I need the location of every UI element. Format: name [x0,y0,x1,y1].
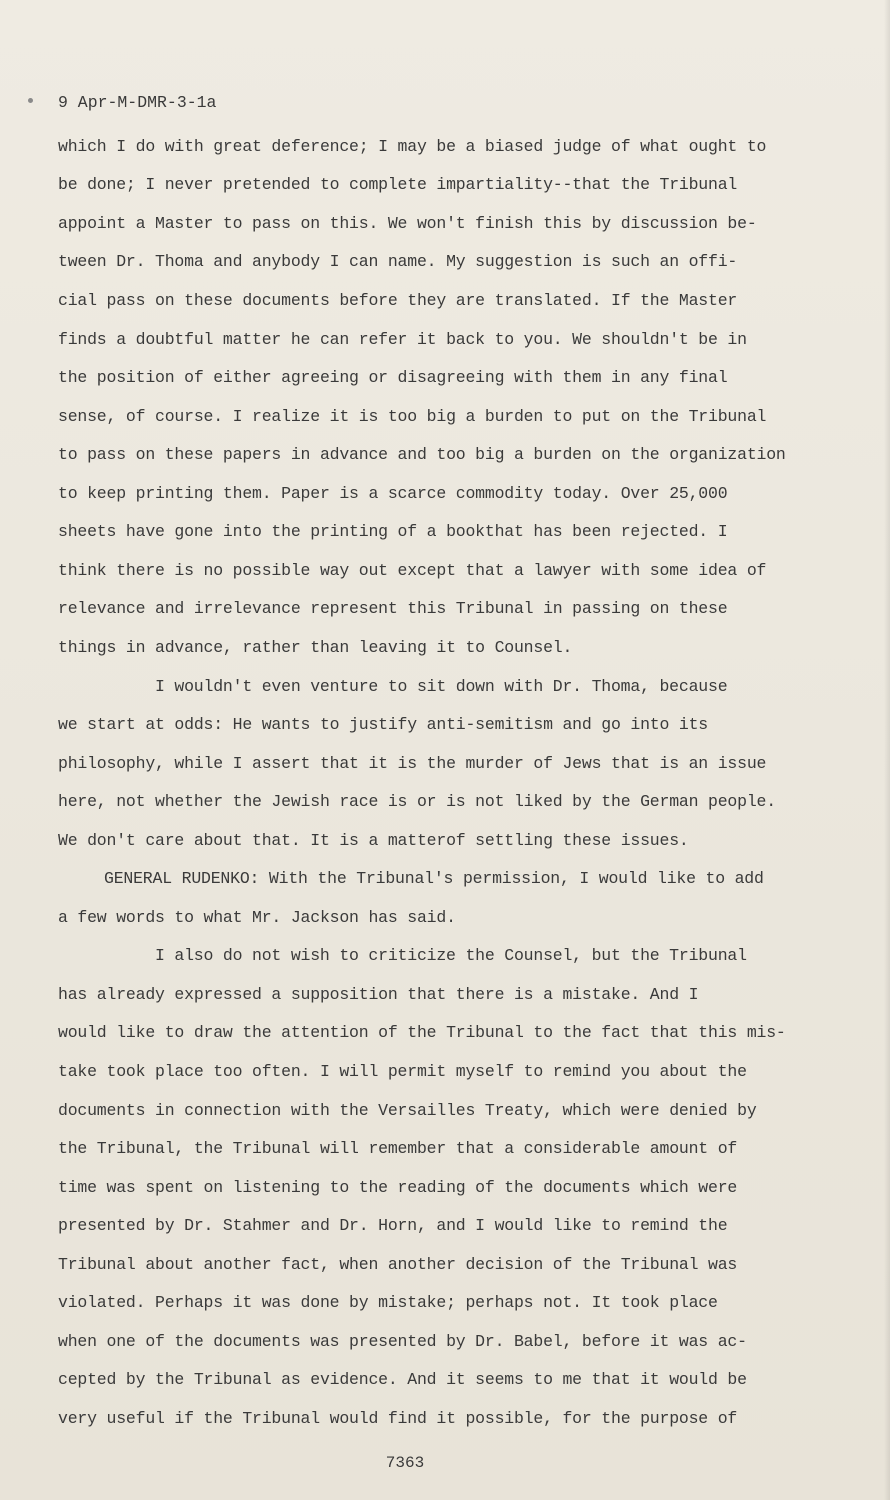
text-line: tween Dr. Thoma and anybody I can name. My suggestion is such an offi- [58,252,738,271]
text-line: take took place too often. I will permit myself to remind you about the [58,1062,747,1081]
text-line: appoint a Master to pass on this. We won't finish this by discussion be- [58,214,757,233]
text-line: very useful if the Tribunal would find it possible, for the purpose of [58,1409,738,1428]
text-line: the position of either agreeing or disagreeing with them in any final [58,368,728,387]
text-line: presented by Dr. Stahmer and Dr. Horn, and I would like to remind the [58,1216,728,1235]
text-line: the Tribunal, the Tribunal will remember that a considerable amount of [58,1139,738,1158]
text-line: I also do not wish to criticize the Counsel, but the Tribunal [155,946,747,965]
document-reference: 9 Apr-M-DMR-3-1a [58,93,217,112]
speaker-line: GENERAL RUDENKO: With the Tribunal's permission, I would like to add [104,869,764,888]
page-edge-shadow [884,0,890,1500]
text-line: violated. Perhaps it was done by mistake; perhaps not. It took place [58,1293,718,1312]
text-line: cepted by the Tribunal as evidence. And it seems to me that it would be [58,1370,747,1389]
text-line: to keep printing them. Paper is a scarce commodity today. Over 25,000 [58,484,728,503]
text-line: cial pass on these documents before they are translated. If the Master [58,291,738,310]
text-line: Tribunal about another fact, when another decision of the Tribunal was [58,1255,738,1274]
text-line: would like to draw the attention of the Tribunal to the fact that this mis- [58,1023,786,1042]
text-line: be done; I never pretended to complete impartiality--that the Tribunal [58,175,738,194]
text-line: which I do with great deference; I may be a biased judge of what ought to [58,137,767,156]
text-line: to pass on these papers in advance and too big a burden on the organization [58,445,786,464]
text-line: philosophy, while I assert that it is the murder of Jews that is an issue [58,754,767,773]
text-line: things in advance, rather than leaving it to Counsel. [58,638,573,657]
text-line: a few words to what Mr. Jackson has said. [58,908,456,927]
text-line: we start at odds: He wants to justify anti-semitism and go into its [58,715,709,734]
margin-mark [28,98,33,103]
text-line: We don't care about that. It is a matterof settling these issues. [58,831,689,850]
text-line: time was spent on listening to the reading of the documents which were [58,1178,738,1197]
text-line: here, not whether the Jewish race is or is not liked by the German people. [58,792,776,811]
text-line: relevance and irrelevance represent this Tribunal in passing on these [58,599,728,618]
text-line: think there is no possible way out except that a lawyer with some idea of [58,561,767,580]
text-line: when one of the documents was presented by Dr. Babel, before it was ac- [58,1332,747,1351]
text-line: sense, of course. I realize it is too big a burden to put on the Tribunal [58,407,767,426]
text-line: I wouldn't even venture to sit down with Dr. Thoma, because [155,677,728,696]
text-line: has already expressed a supposition that there is a mistake. And I [58,985,699,1004]
text-line: finds a doubtful matter he can refer it back to you. We shouldn't be in [58,330,747,349]
text-line: documents in connection with the Versailles Treaty, which were denied by [58,1101,757,1120]
page-number: 7363 [385,1454,425,1472]
text-line: sheets have gone into the printing of a bookthat has been rejected. I [58,522,728,541]
